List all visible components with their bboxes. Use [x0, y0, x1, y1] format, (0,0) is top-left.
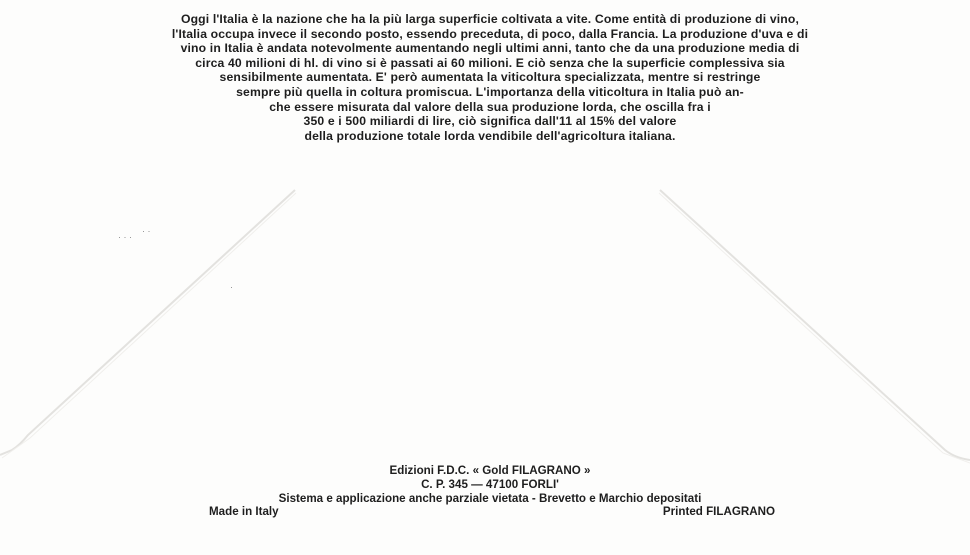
printer-label: Printed FILAGRANO	[662, 505, 775, 519]
text-line: l'Italia occupa invece il secondo posto, essendo preceduta, di poco, dalla Francia. La produzione d'uva e di	[171, 26, 809, 41]
right-flap-shadow	[659, 193, 970, 463]
text-line: 350 e i 500 miliardi di lire, ciò significa dall'11 al 15% del valore	[303, 114, 677, 129]
imprint-footer-row	[205, 505, 775, 519]
text-line: della produzione totale lorda vendibile dell'agricoltura italiana.	[304, 128, 676, 143]
viticulture-text	[110, 12, 870, 143]
publisher-imprint	[205, 464, 775, 519]
paper-speck: ·	[230, 282, 233, 292]
text-line: che essere misurata dal valore della sua produzione lorda, che oscilla fra i	[269, 99, 711, 114]
text-line: circa 40 milioni di hl. di vino si è passati ai 60 milioni. E ciò senza che la superficie complessiva sia	[195, 55, 785, 70]
made-in-label: Made in Italy	[209, 505, 279, 519]
paper-speck: · · ·	[118, 232, 132, 242]
text-line: sempre più quella in coltura promiscua. L'importanza della viticoltura in Italia può an-	[236, 84, 744, 99]
right-flap-edge	[660, 190, 970, 460]
legal-notice: Sistema e applicazione anche parziale vietata - Brevetto e Marchio depositati	[278, 491, 702, 505]
text-line: Oggi l'Italia è la nazione che ha la più larga superficie coltivata a vite. Come entità di produzione di vino,	[180, 12, 800, 26]
text-line: sensibilmente aumentata. E' però aumentata la viticoltura specializzata, mentre si restringe	[219, 70, 761, 85]
publisher-name: Edizioni F.D.C. « Gold FILAGRANO »	[389, 464, 591, 477]
text-line: vino in Italia è andata notevolmente aumentando negli ultimi anni, tanto che da una produzione media di	[180, 41, 800, 56]
publisher-address: C. P. 345 — 47100 FORLI'	[421, 477, 559, 491]
paper-speck: · ·	[142, 226, 151, 236]
